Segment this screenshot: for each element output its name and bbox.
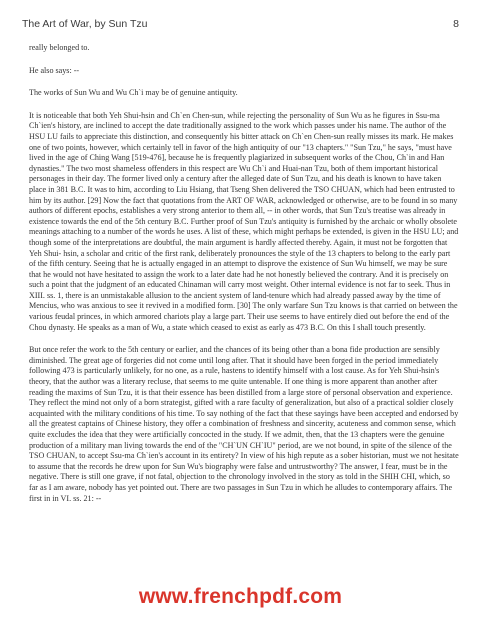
paragraph-1: really belonged to. [29, 43, 90, 52]
page-body [29, 43, 459, 516]
paragraph-4: It is noticeable that both Yeh Shui-hsin and Ch`en Chen-sun, while rejecting the personality of Sun Wu as he figures in Ssu-ma Ch`ien's history, are inclined to accept the date traditionally assigned to the work which passes under his name. The author of the HSU LU fails to appreciate this distinction, and consequently his bitter attack on Ch`en Chen-sun really misses its mark. He makes one of two points, however, which certainly tell in favor of the high antiquity of our "13 chapters." "Sun Tzu," he says, "must have lived in the age of Ching Wang [519-476], because he is frequently plagiarized in subsequent works of the Chou, Ch`in and Han dynasties." The two most shameless offenders in this respect are Wu Ch`i and Huai-nan Tzu, both of them important historical personages in their day. The former lived only a century after the alleged date of Sun Tzu, and his death is known to have taken place in 381 B.C. It was to him, according to Liu Hsiang, that Tseng Shen delivered the TSO CHUAN, which had been entrusted to him by its author. [29] Now the fact that quotations from the ART OF WAR, acknowledged or otherwise, are to be found in so many authors of different epochs, establishes a very strong anterior to them all, -- in other words, that Sun Tzu's treatise was already in existence towards the end of the 5th century B.C. Further proof of Sun Tzu's antiquity is furnished by the archaic or wholly obsolete meanings attaching to a number of the words he uses. A list of these, which might perhaps be extended, is given in the HSU LU; and though some of the interpretations are doubtful, the main argument is hardly affected thereby. Again, it must not be forgotten that Yeh Shui- hsin, a scholar and critic of the first rank, deliberately pronounces the style of the 13 chapters to belong to the early part of the fifth century. Seeing that he is actually engaged in an attempt to disprove the existence of Sun Wu himself, we may be sure that he would not have hesitated to assign the work to a later date had he not honestly believed the contrary. And it is precisely on such a point that the judgment of an educated Chinaman will carry most weight. Other internal evidence is not far to seek. Thus in XIII. ss. 1, there is an unmistakable allusion to the ancient system of land-tenure which had already passed away by the time of Mencius, who was anxious to see it revived in a modified form. [30] The only warfare Sun Tzu knows is that carried on between the various feudal princes, in which armored chariots play a large part. Their use seems to have entirely died out before the end of the Chou dynasty. He speaks as a man of Wu, a state which ceased to exist as early as 473 B.C. On this I shall touch presently. [29, 110, 459, 332]
paragraph-2: He also says: -- [29, 65, 80, 75]
watermark-link[interactable]: www.frenchpdf.com [138, 585, 343, 608]
book-title: The Art of War, by Sun Tzu [22, 18, 148, 30]
paragraph-5: But once refer the work to the 5th century or earlier, and the chances of its being other than a bona fide production are sensibly diminished. The great age of forgeries did not come until long after. That it should have been forged in the period immediately following 473 is particularly unlikely, for no one, as a rule, hastens to identify himself with a lost cause. As for Yeh Shui-hsin's theory, that the author was a literary recluse, that seems to me quite untenable. If one thing is more apparent than another after reading the maxims of Sun Tzu, it is that their essence has been distilled from a large store of personal observation and experience. They reflect the mind not only of a born strategist, gifted with a rare faculty of generalization, but also of a practical soldier closely acquainted with the military conditions of his time. To say nothing of the fact that these sayings have been accepted and endorsed by all the greatest captains of Chinese history, they offer a combination of freshness and sincerity, acuteness and common sense, which quite excludes the idea that they were artificially concocted in the study. If we admit, then, that the 13 chapters were the genuine production of a military man living towards the end of the "CH`UN CH`IU" period, are we not bound, in spite of the silence of the TSO CHUAN, to accept Ssu-ma Ch`ien's account in its entirety? In view of his high repute as a sober historian, must we not hesitate to assume that the records he drew upon for Sun Wu's biography were false and untrustworthy? The answer, I fear, must be in the negative. There is still one grave, if not fatal, objection to the chronology involved in the story as told in the SHIH CHI, which, so far as I am aware, nobody has yet pointed out. There are two passages in Sun Tzu in which he alludes to contemporary affairs. The first in in VI. ss. 21: -- [29, 345, 459, 503]
page-number: 8 [453, 18, 459, 30]
page-header [22, 18, 459, 34]
paragraph-3: The works of Sun Wu and Wu Ch`i may be of genuine antiquity. [29, 88, 238, 98]
